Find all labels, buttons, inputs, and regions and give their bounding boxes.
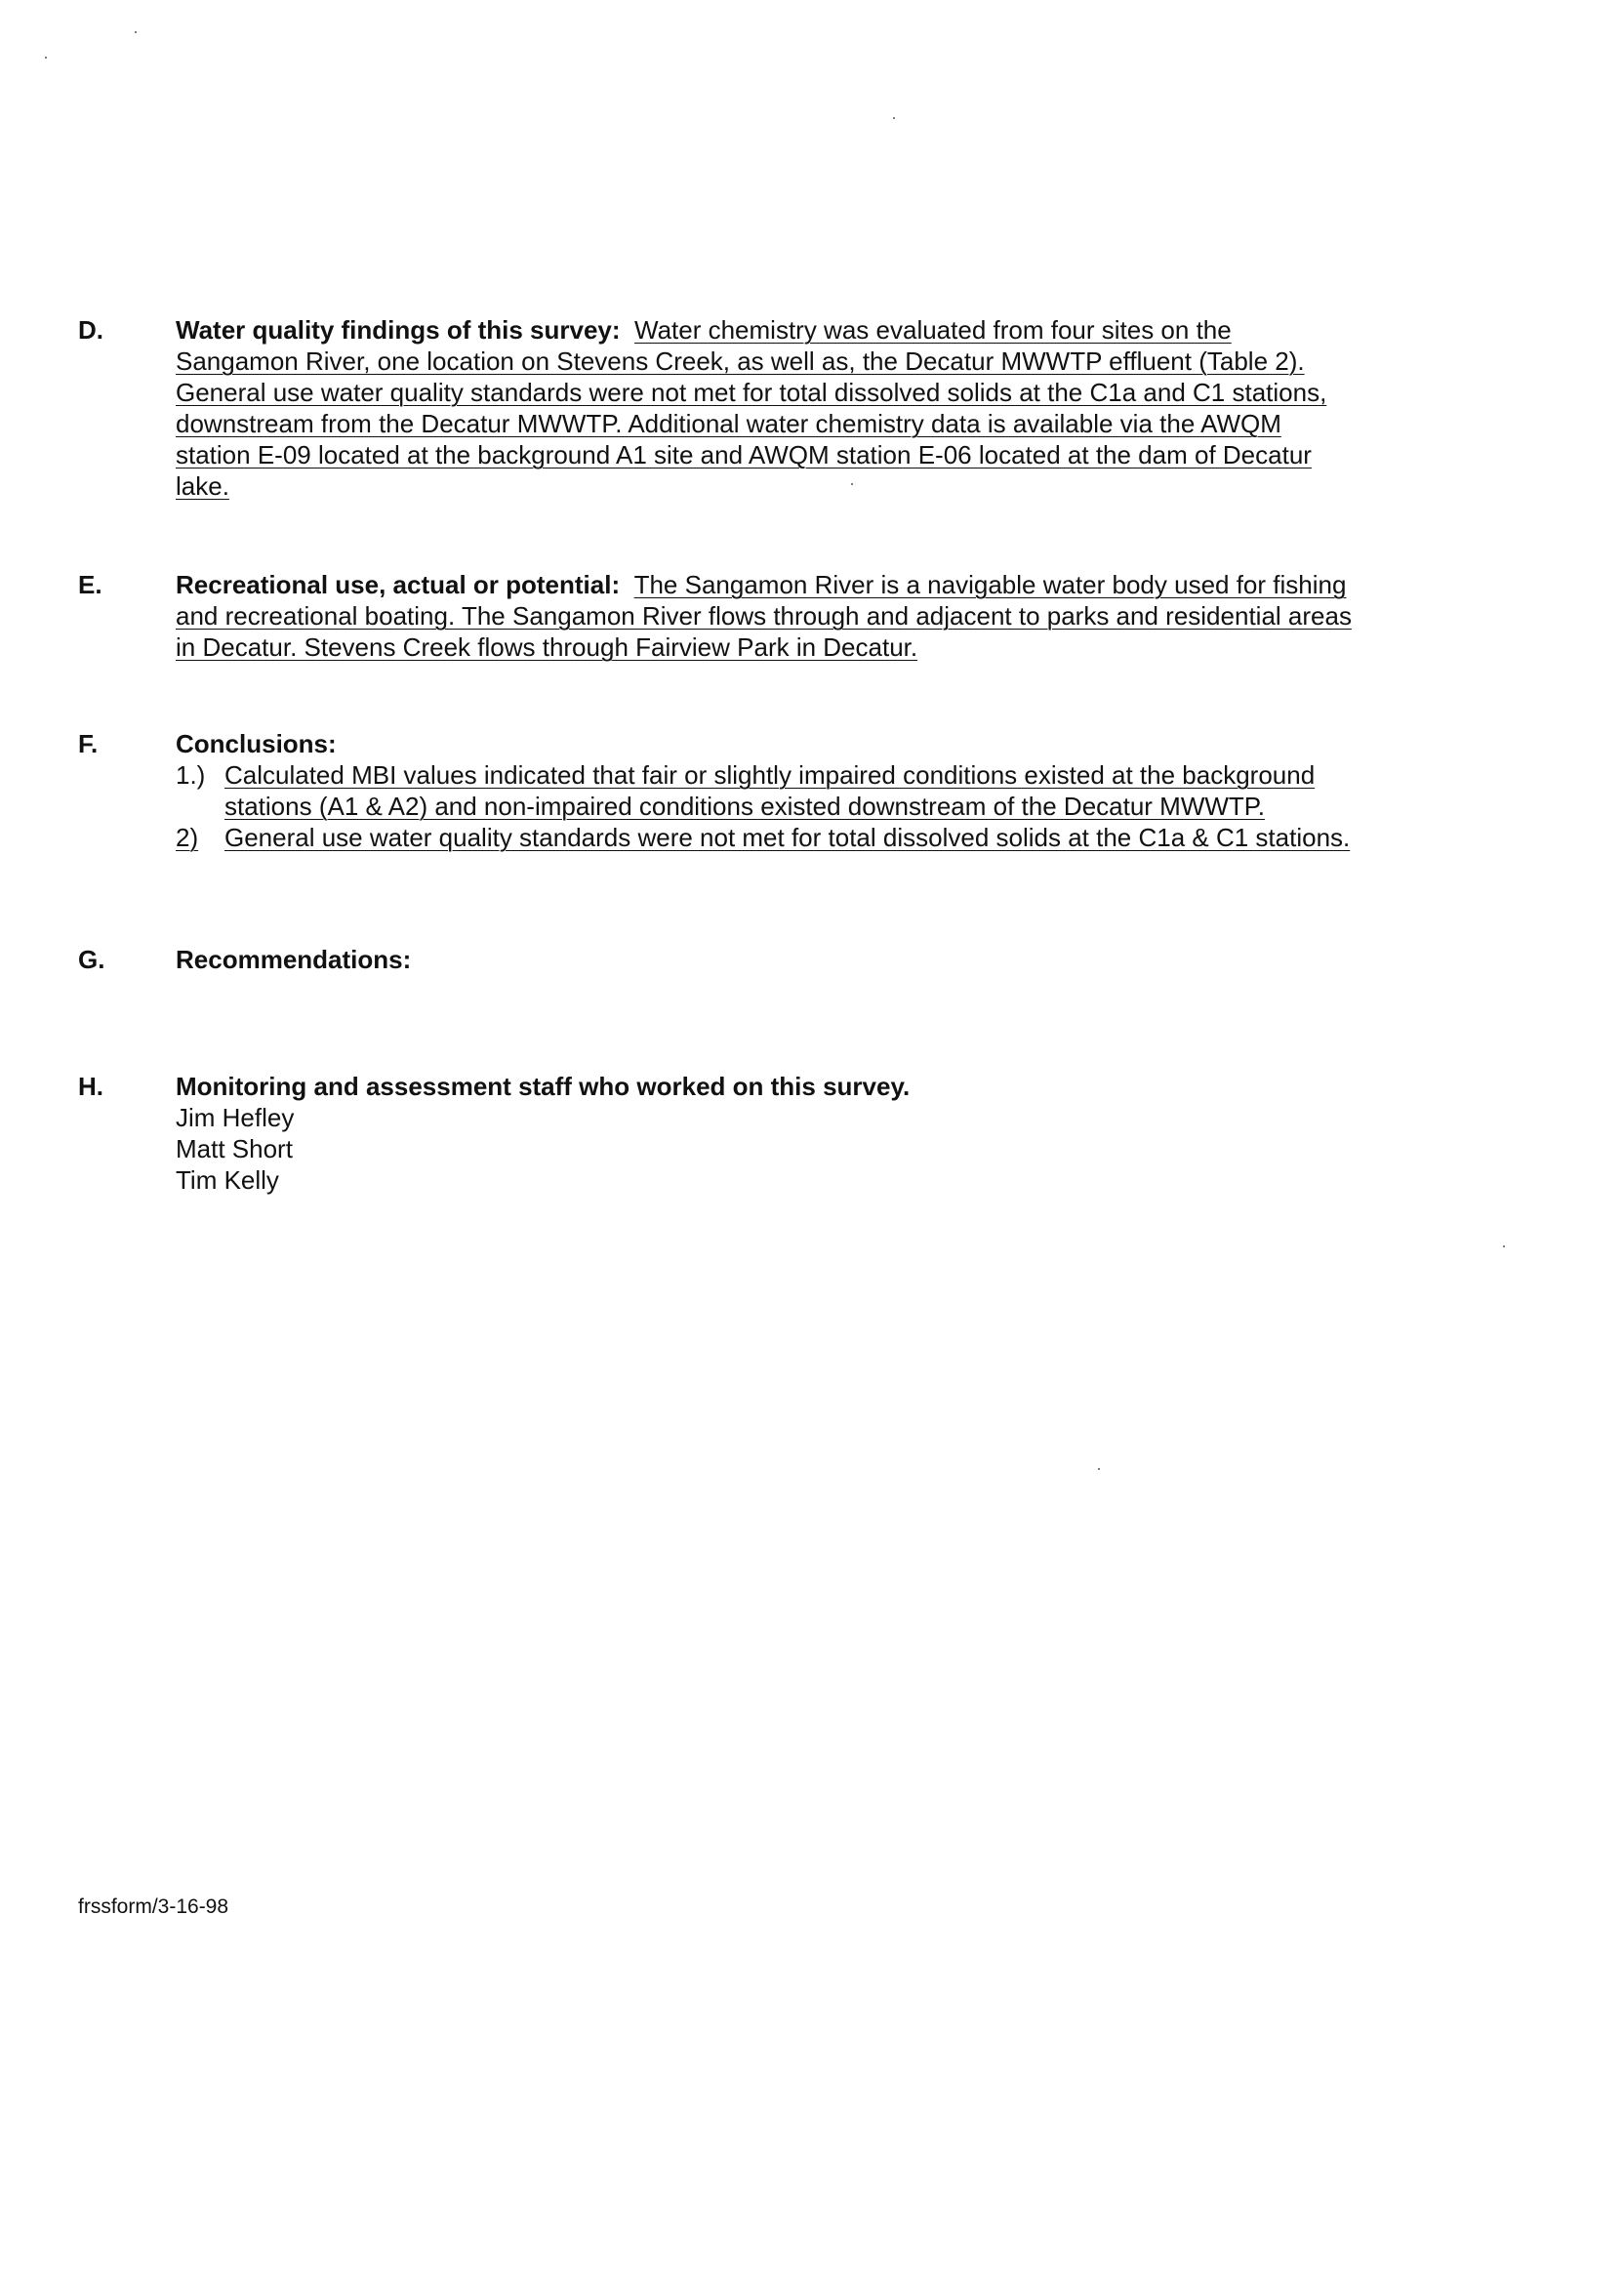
section-f-body [176, 728, 1464, 853]
conclusion-text-line: General use water quality standards were not met for total dissolved solids at the C1a & C1 stations. [224, 823, 1351, 852]
section-g [78, 944, 1464, 983]
conclusion-text-line: Calculated MBI values indicated that fair or slightly impaired conditions existed at the background [224, 760, 1316, 790]
section-h [78, 1071, 1464, 1207]
section-d-text-line: lake. [176, 471, 229, 501]
conclusion-text-line: stations (A1 & A2) and non-impaired conditions existed downstream of the Decatur MWWTP. [224, 792, 1266, 821]
section-h-body [176, 1071, 1464, 1196]
section-e-text-line: in Decatur. Stevens Creek flows through Fairview Park in Decatur. [176, 632, 918, 662]
staff-name: Jim Hefley [176, 1103, 295, 1132]
section-e-body [176, 569, 1464, 663]
section-e-text-line: and recreational boating. The Sangamon River flows through and adjacent to parks and residential areas [176, 601, 1352, 631]
section-d-text-line: General use water quality standards were not met for total dissolved solids at the C1a and C1 stations, [176, 378, 1327, 407]
scan-speck [893, 117, 895, 119]
conclusion-item [176, 759, 1464, 822]
scan-speck [45, 57, 47, 59]
section-d-text-line: Sangamon River, one location on Stevens Creek, as well as, the Decatur MWWTP effluent (Table 2). [176, 346, 1305, 376]
section-d-heading: Water quality findings of this survey: [176, 315, 621, 345]
scan-speck [135, 31, 137, 33]
conclusion-item [176, 822, 1464, 853]
staff-name: Tim Kelly [176, 1165, 279, 1195]
section-d-text-line: station E-09 located at the background A1 site and AWQM station E-06 located at the dam of Decatur [176, 440, 1312, 469]
section-g-heading: Recommendations: [176, 945, 412, 974]
section-e-text-line: The Sangamon River is a navigable water body used for fishing [633, 570, 1347, 599]
section-h-letter: H. [78, 1072, 103, 1101]
section-e [78, 569, 1464, 676]
conclusion-number: 1.) [176, 760, 206, 790]
section-f [78, 728, 1464, 855]
section-d [78, 314, 1464, 509]
section-d-letter: D. [78, 315, 103, 345]
section-d-body [176, 314, 1464, 502]
scan-speck [1503, 1245, 1505, 1247]
section-h-heading: Monitoring and assessment staff who worked on this survey. [176, 1072, 911, 1101]
form-id-footer: frssform/3-16-98 [78, 1895, 229, 1918]
section-g-letter: G. [78, 945, 105, 974]
section-f-heading: Conclusions: [176, 729, 337, 758]
conclusion-number: 2) [176, 823, 199, 852]
section-g-body [176, 944, 1464, 975]
staff-name: Matt Short [176, 1134, 293, 1163]
scan-speck [1098, 1468, 1100, 1470]
section-e-letter: E. [78, 570, 102, 599]
section-e-heading: Recreational use, actual or potential: [176, 570, 621, 599]
section-d-text-line: Water chemistry was evaluated from four sites on the [634, 315, 1232, 345]
section-f-letter: F. [78, 729, 99, 758]
section-d-text-line: downstream from the Decatur MWWTP. Additional water chemistry data is available via the AWQM [176, 409, 1281, 438]
